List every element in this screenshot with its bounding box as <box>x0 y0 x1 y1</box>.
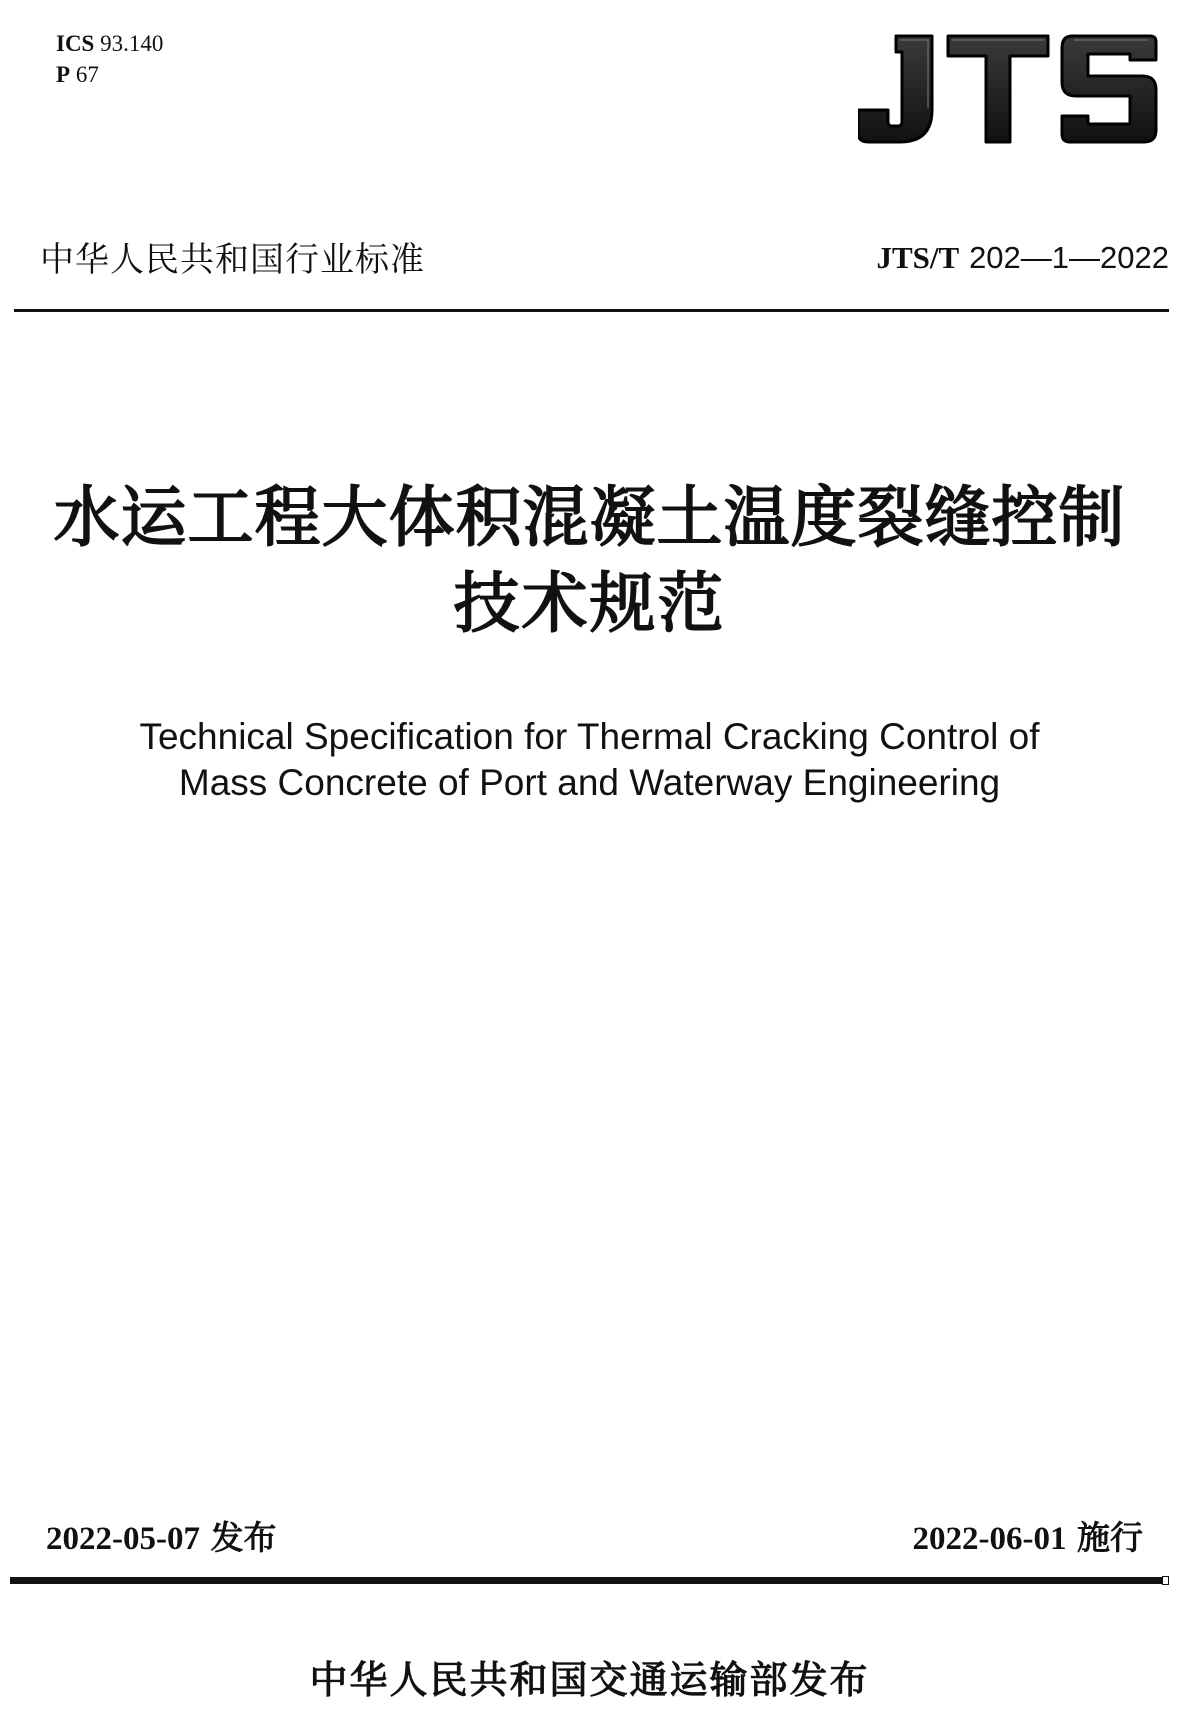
ics-code <box>56 28 163 59</box>
publisher: 中华人民共和国交通运输部发布 <box>309 1658 870 1702</box>
title-cn-line2: 技术规范 <box>453 565 726 642</box>
standard-code-prefix: JTS/T <box>876 240 960 275</box>
ics-label: ICS <box>56 31 95 56</box>
issue-date-value: 2022-05-07 <box>46 1521 200 1557</box>
class-label: P <box>56 62 71 87</box>
header-divider <box>14 309 1169 312</box>
effective-date <box>913 1512 1143 1559</box>
title-en-line1: Technical Specification for Thermal Cracking Control of <box>139 716 1040 757</box>
standard-code-number: 202—1—2022 <box>969 240 1169 275</box>
class-value: 67 <box>75 62 99 87</box>
classification-codes <box>56 28 163 90</box>
issue-date <box>46 1512 276 1559</box>
standard-code <box>876 240 1169 276</box>
jts-logo <box>858 30 1158 148</box>
standard-type: 中华人民共和国行业标准 <box>40 240 425 280</box>
effective-date-value: 2022-06-01 <box>912 1521 1067 1557</box>
title-en-line2: Mass Concrete of Port and Waterway Engineering <box>178 762 1001 803</box>
footer-divider-end <box>1162 1576 1169 1585</box>
issue-date-label: 发布 <box>210 1518 277 1557</box>
ics-value: 93.140 <box>100 31 164 56</box>
class-code <box>56 59 163 90</box>
title-cn-line1: 水运工程大体积混凝土温度裂缝控制 <box>53 479 1126 556</box>
effective-date-label: 施行 <box>1077 1518 1143 1557</box>
footer-divider <box>10 1577 1164 1584</box>
